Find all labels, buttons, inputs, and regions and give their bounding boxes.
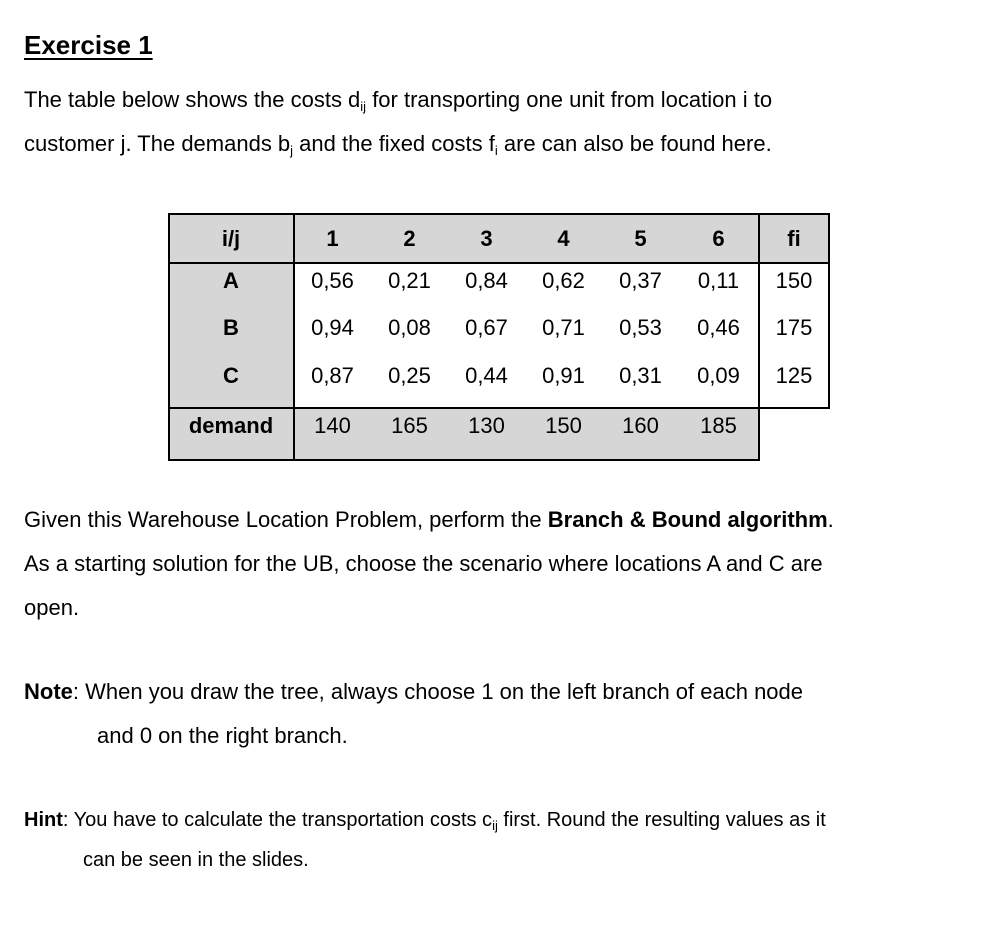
intro-text: are can also be found here. xyxy=(497,131,772,156)
cost-cell: 0,11 xyxy=(697,268,740,293)
cost-cell: 0,46 xyxy=(697,315,740,340)
cost-cell: 0,53 xyxy=(619,315,662,340)
cost-cell: 0,56 xyxy=(311,268,354,293)
cost-cell: 0,44 xyxy=(465,363,508,388)
table-border xyxy=(828,213,830,409)
note-text: : When you draw the tree, always choose 1 on the left branch of each node xyxy=(72,679,804,704)
demand-cell: 165 xyxy=(391,413,428,438)
note-paragraph xyxy=(24,670,944,758)
intro-subscript: j xyxy=(290,143,294,158)
demand-cell: 150 xyxy=(545,413,582,438)
row-label: C xyxy=(223,363,239,388)
row-label: A xyxy=(223,268,239,293)
exercise-title: Exercise 1 xyxy=(24,30,153,60)
column-header: 2 xyxy=(403,226,416,251)
task-text: Given this Warehouse Location Problem, perform the xyxy=(24,507,548,532)
row-label: B xyxy=(223,315,239,340)
cost-table xyxy=(168,213,830,461)
hint-text: first. Round the resulting values as it xyxy=(497,809,826,831)
demand-cell: 140 xyxy=(314,413,351,438)
cost-cell: 0,67 xyxy=(465,315,508,340)
hint-text: : You have to calculate the transportation costs c xyxy=(62,809,493,831)
cost-cell: 0,37 xyxy=(619,268,662,293)
task-bold-text: Branch & Bound algorithm xyxy=(547,507,828,532)
cost-cell: 0,84 xyxy=(465,268,508,293)
task-text: As a starting solution for the UB, choose the scenario where locations A and C are xyxy=(24,551,823,576)
fixed-cost-header: fi xyxy=(787,226,801,251)
column-header: 1 xyxy=(326,226,339,251)
cost-cell: 0,08 xyxy=(388,315,431,340)
task-paragraph xyxy=(24,498,964,630)
intro-subscript: i xyxy=(494,143,498,158)
hint-label: Hint xyxy=(24,809,63,831)
table-border xyxy=(168,459,760,461)
column-header: 5 xyxy=(634,226,647,251)
demand-cell: 185 xyxy=(700,413,737,438)
hint-text: can be seen in the slides. xyxy=(83,849,309,871)
hint-subscript: ij xyxy=(492,818,498,833)
cost-cell: 0,91 xyxy=(542,363,585,388)
intro-text: customer j. The demands b xyxy=(24,131,291,156)
intro-text: The table below shows the costs d xyxy=(24,87,361,112)
cost-cell: 0,94 xyxy=(311,315,354,340)
demand-cell: 160 xyxy=(622,413,659,438)
intro-subscript: ij xyxy=(360,99,367,114)
task-text: . xyxy=(827,507,834,532)
cost-cell: 0,21 xyxy=(388,268,431,293)
intro-text: and the fixed costs f xyxy=(293,131,495,156)
fixed-cost-cell: 125 xyxy=(775,363,813,388)
fixed-cost-cell: 150 xyxy=(775,268,813,293)
intro-paragraph xyxy=(24,78,964,166)
cost-cell: 0,87 xyxy=(311,363,354,388)
column-header: 4 xyxy=(557,226,570,251)
cost-cell: 0,31 xyxy=(619,363,662,388)
cost-cell: 0,62 xyxy=(542,268,585,293)
demand-cell: 130 xyxy=(468,413,505,438)
task-text: open. xyxy=(24,595,80,620)
fixed-cost-cell: 175 xyxy=(775,315,813,340)
column-header: 3 xyxy=(480,226,493,251)
demand-label: demand xyxy=(188,413,274,438)
hint-paragraph xyxy=(24,800,964,880)
intro-text: for transporting one unit from location i to xyxy=(366,87,773,112)
table-border xyxy=(168,213,830,215)
column-header: 6 xyxy=(712,226,725,251)
note-text: and 0 on the right branch. xyxy=(97,723,348,748)
cost-cell: 0,09 xyxy=(697,363,740,388)
table-corner-header: i/j xyxy=(221,226,241,251)
cost-cell: 0,25 xyxy=(388,363,431,388)
cost-cell: 0,71 xyxy=(542,315,585,340)
note-label: Note xyxy=(24,679,73,704)
